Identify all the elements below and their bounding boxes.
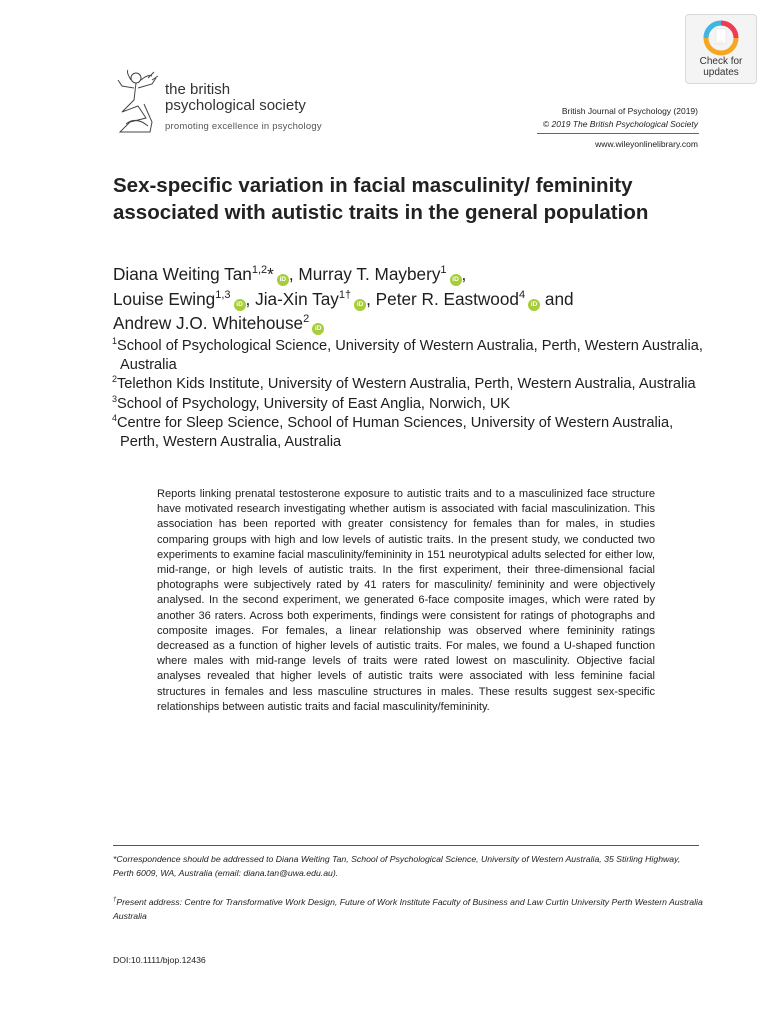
journal-website-link[interactable]: www.wileyonlinelibrary.com bbox=[595, 139, 698, 149]
affiliation-item bbox=[112, 395, 712, 414]
author-separator: , bbox=[288, 264, 294, 284]
affiliation-item bbox=[112, 337, 712, 375]
affiliation-text: School of Psychology, University of East Anglia, Norwich, UK bbox=[117, 395, 511, 412]
affiliation-number: 2 bbox=[112, 374, 118, 385]
corresponding-author-mark: * bbox=[267, 264, 274, 284]
author-name: Diana Weiting Tan bbox=[113, 264, 252, 284]
present-address-text: Present address: Centre for Transformative Work Design, Future of Work Institute Faculty of Business and Law Curtin University Perth Western Australia Australia bbox=[113, 897, 703, 921]
present-address-mark: † bbox=[113, 897, 117, 903]
present-address-footnote bbox=[113, 896, 703, 923]
orcid-icon[interactable]: iD bbox=[450, 274, 462, 286]
crossmark-label-1: Check for bbox=[699, 56, 743, 67]
orcid-icon[interactable]: iD bbox=[312, 323, 324, 335]
author-separator: and bbox=[540, 288, 574, 309]
affiliation-text: Telethon Kids Institute, University of Western Australia, Perth, Western Australia, Australia bbox=[117, 376, 696, 393]
orcid-icon[interactable]: iD bbox=[354, 299, 366, 311]
author-affiliation-number: 1,3 bbox=[215, 288, 231, 301]
publisher-name-line1: the british bbox=[165, 81, 231, 98]
footnote-divider bbox=[113, 845, 699, 846]
publisher-tagline: promoting excellence in psychology bbox=[165, 121, 322, 132]
paper-title: Sex-specific variation in facial masculinity/ femininity associated with autistic traits in the general population bbox=[113, 174, 649, 224]
affiliation-list bbox=[112, 337, 712, 452]
journal-name: British Journal of Psychology (2019) bbox=[561, 106, 698, 116]
journal-copyright: © 2019 The British Psychological Society bbox=[542, 119, 698, 129]
affiliation-number: 3 bbox=[112, 393, 118, 404]
author-separator: , bbox=[245, 288, 251, 309]
author-affiliation-number: 1,2 bbox=[251, 264, 268, 276]
publisher-name-line2: psychological society bbox=[165, 97, 306, 114]
author-entry bbox=[113, 313, 324, 333]
affiliation-item bbox=[112, 375, 712, 394]
affiliation-number: 1 bbox=[112, 336, 118, 346]
author-list bbox=[113, 262, 703, 336]
author-entry bbox=[113, 289, 250, 309]
author-entry bbox=[376, 289, 574, 309]
affiliation-text: Centre for Sleep Science, School of Human Sciences, University of Western Australia, Perth, Western Australia, Australia bbox=[117, 414, 674, 451]
author-entry bbox=[298, 264, 466, 284]
author-affiliation-number: 1 bbox=[440, 264, 447, 276]
affiliation-text: School of Psychological Science, University of Western Australia, Perth, Western Australia, Australia bbox=[117, 338, 703, 374]
affiliation-number: 4 bbox=[112, 412, 118, 423]
author-name: Peter R. Eastwood bbox=[375, 288, 519, 309]
author-affiliation-number: 1† bbox=[338, 288, 352, 301]
author-separator: , bbox=[461, 264, 467, 284]
correspondence-footnote: *Correspondence should be addressed to Diana Weiting Tan, School of Psychological Science, University of Western Australia, 35 Stirling Highway, Perth 6009, WA, Australia (email: diana.tan@uwa.edu.au). bbox=[113, 854, 681, 878]
publisher-name bbox=[165, 82, 306, 114]
check-for-updates-badge[interactable] bbox=[685, 14, 757, 84]
author-separator: , bbox=[366, 288, 371, 309]
header-divider bbox=[537, 133, 699, 134]
author-name: Andrew J.O. Whitehouse bbox=[113, 313, 304, 333]
author-name: Jia-Xin Tay bbox=[255, 288, 339, 309]
orcid-icon[interactable]: iD bbox=[277, 274, 289, 286]
crossmark-label-2: updates bbox=[703, 67, 739, 78]
author-entry bbox=[113, 264, 294, 284]
affiliation-item bbox=[112, 414, 712, 452]
author-name: Murray T. Maybery bbox=[298, 264, 441, 284]
orcid-icon[interactable]: iD bbox=[234, 299, 246, 311]
author-affiliation-number: 2 bbox=[303, 313, 310, 325]
author-entry bbox=[255, 289, 371, 309]
author-affiliation-number: 4 bbox=[518, 288, 526, 301]
crossmark-icon bbox=[703, 20, 739, 56]
doi-link[interactable]: DOI:10.1111/bjop.12436 bbox=[113, 955, 206, 965]
bps-logo-figure-icon bbox=[108, 66, 164, 138]
orcid-icon[interactable]: iD bbox=[528, 299, 540, 311]
author-name: Louise Ewing bbox=[113, 288, 216, 309]
abstract: Reports linking prenatal testosterone exposure to autistic traits and to a masculinized face structure have motivated research investigating whether autism is associated with facial masculinization. This association has been reported with greater consistency for females than for males, in studies comparing groups with high and low levels of autistic traits. In the present study, we conducted two experiments to examine facial masculinity/femininity in 151 neurotypical adults selected for either low, mid-range, or high levels of autistic traits. In the first experiment, their three-dimensional facial photographs were subjectively rated by 41 raters for masculinity/ femininity and were objectively analysed. In the second experiment, we generated 6-face composite images, which were rated by another 36 raters. Across both experiments, findings were consistent for ratings of photographs and composite images. For females, a linear relationship was observed where femininity ratings decreased as a function of higher levels of autistic traits. For males, we found a U-shaped function where males with mid-range levels of traits were rated lowest on masculinity. Objective facial analyses revealed that higher levels of autistic traits were associated with less feminine facial structures in females and less masculine structures in males. These results suggest sex-specific relationships between autistic traits and facial masculinity/femininity. bbox=[157, 488, 655, 713]
